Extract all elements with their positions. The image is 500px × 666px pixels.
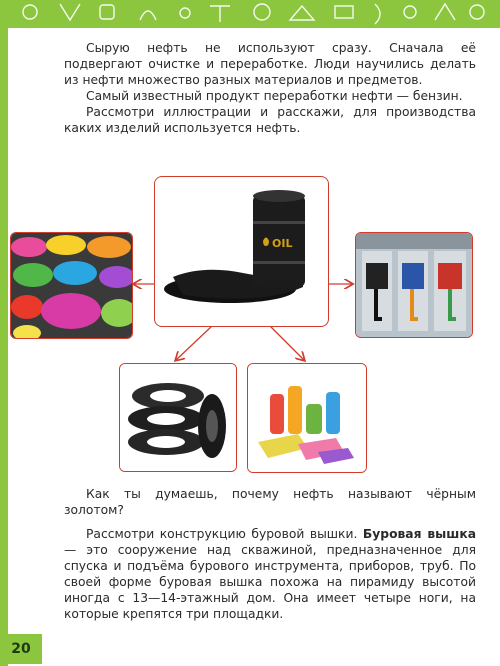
paragraph-gasoline: Самый известный продукт переработки нефти — бензин. <box>86 89 463 103</box>
paragraph-black-gold-question: Как ты думаешь, почему нефть называют чёрным золотом? <box>64 487 476 517</box>
drilling-rig-text <box>64 526 476 622</box>
paragraph-drilling-rig <box>64 526 476 622</box>
drilling-rig-definition: — это сооружение над скважиной, предназначенное для спуска и подъёма бурового инструмента, приборов, труб. По своей форме буровая вышка похожа на пирамиду высотой иногда с 13—14-этажный дом. Она имеет четыре ноги, на которые крепятся три площадки. <box>64 543 476 621</box>
left-margin-stripe <box>0 28 8 666</box>
intro-text <box>64 40 476 136</box>
paragraph-crude-oil: Сырую нефть не используют сразу. Сначала её подвергают очистке и переработке. Люди научились делать из нефти множество разных материалов и предметов. <box>64 41 476 87</box>
page-number: 20 <box>0 634 42 664</box>
drilling-rig-term: Буровая вышка <box>362 527 476 541</box>
household-cleaning-products-image <box>247 363 367 473</box>
drilling-rig-intro: Рассмотри конструкцию буровой вышки. <box>86 527 363 541</box>
oil-barrel-image <box>154 176 329 327</box>
paint-cans-image <box>10 232 133 339</box>
question-text <box>64 486 476 518</box>
car-tires-image <box>119 363 237 472</box>
paragraph-task-illustrations: Рассмотри иллюстрации и расскажи, для производства каких изделий используется нефть. <box>64 105 476 135</box>
barrel-oil-label: OIL <box>272 237 293 250</box>
fuel-pumps-image <box>355 232 473 338</box>
top-decorative-banner <box>0 0 500 28</box>
